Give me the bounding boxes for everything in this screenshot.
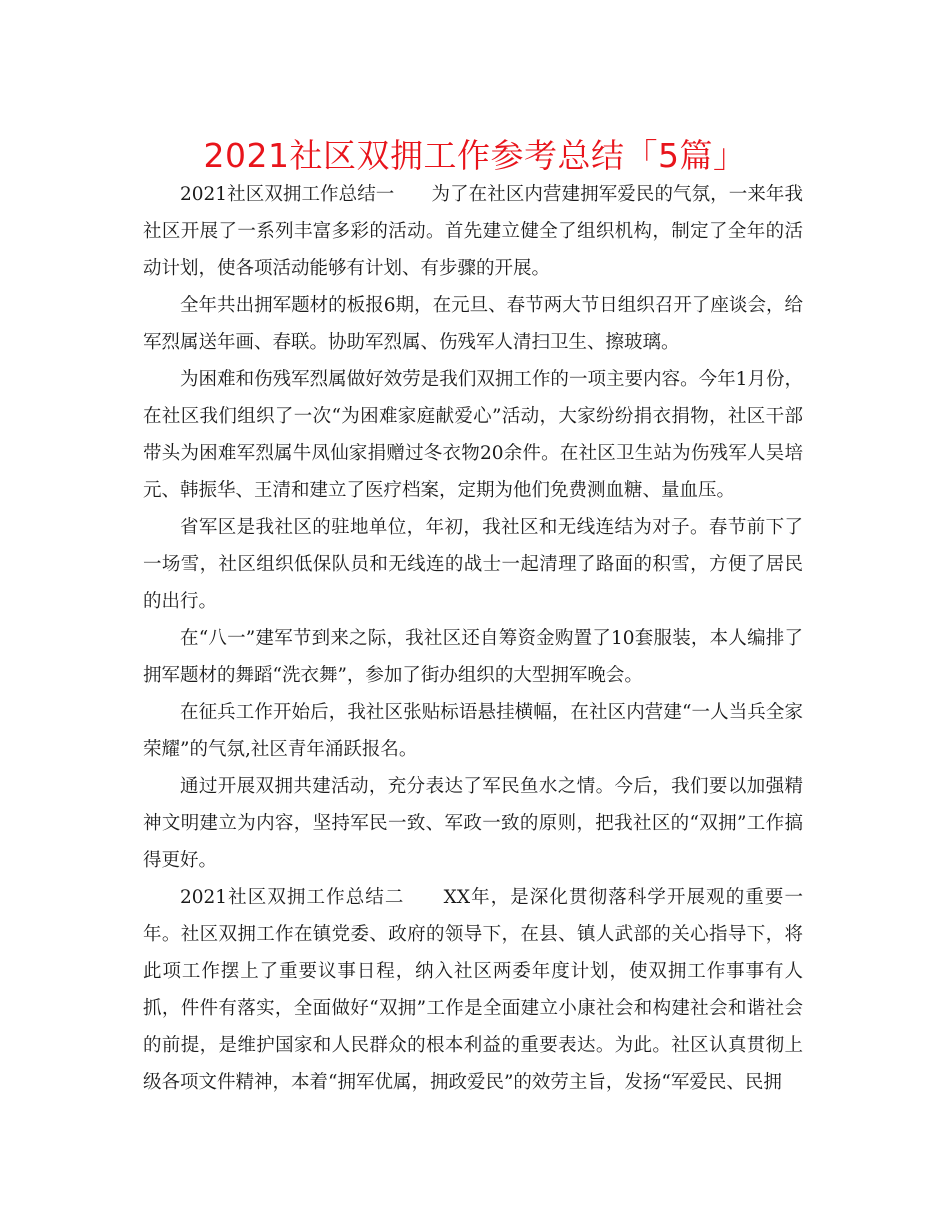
paragraph: 2021社区双拥工作总结二 XX年，是深化贯彻落科学开展观的重要一年。社区双拥工作在镇党委、政府的领导下，在县、镇人武部的关心指导下，将此项工作摆上了重要议事日程，纳入社区两委年度计划，使双拥工作事事有人抓，件件有落实，全面做好“双拥”工作是全面建立小康社会和构建社会和谐社会的前提，是维护国家和人民群众的根本利益的重要表达。为此。社区认真贯彻上级各项文件精神，本着“拥军优属，拥政爱民”的效劳主旨，发扬“军爱民、民拥 — [143, 887, 803, 1093]
paragraph: 通过开展双拥共建活动，充分表达了军民鱼水之情。今后，我们要以加强精神文明建立为内容，坚持军民一致、军政一致的原则，把我社区的“双拥”工作搞得更好。 — [143, 776, 803, 871]
paragraph: 在征兵工作开始后，我社区张贴标语悬挂横幅，在社区内营建“一人当兵全家荣耀”的气氛,社区青年涌跃报名。 — [143, 702, 803, 760]
paragraph: 在“八一”建军节到来之际，我社区还自筹资金购置了10套服装，本人编排了拥军题材的舞蹈“洗衣舞”，参加了街办组织的大型拥军晚会。 — [143, 628, 803, 686]
paragraph: 全年共出拥军题材的板报6期，在元旦、春节两大节日组织召开了座谈会，给军烈属送年画、春联。协助军烈属、伤残军人清扫卫生、擦玻璃。 — [143, 295, 803, 353]
paragraph: 为困难和伤残军烈属做好效劳是我们双拥工作的一项主要内容。今年1月份，在社区我们组织了一次“为困难家庭献爱心”活动，大家纷纷捐衣捐物，社区干部带头为困难军烈属牛凤仙家捐赠过冬衣物20余件。在社区卫生站为伤残军人吴培元、韩振华、王清和建立了医疗档案，定期为他们免费测血糖、量血压。 — [143, 369, 803, 501]
document-body — [143, 176, 803, 1101]
paragraph: 省军区是我社区的驻地单位，年初，我社区和无线连结为对子。春节前下了一场雪，社区组织低保队员和无线连的战士一起清理了路面的积雪，方便了居民的出行。 — [143, 517, 803, 612]
document-title: 2021社区双拥工作参考总结「5篇」 — [203, 136, 747, 175]
paragraph: 2021社区双拥工作总结一 为了在社区内营建拥军爱民的气氛，一来年我社区开展了一系列丰富多彩的活动。首先建立健全了组织机构，制定了全年的活动计划，使各项活动能够有计划、有步骤的开展。 — [143, 184, 803, 279]
